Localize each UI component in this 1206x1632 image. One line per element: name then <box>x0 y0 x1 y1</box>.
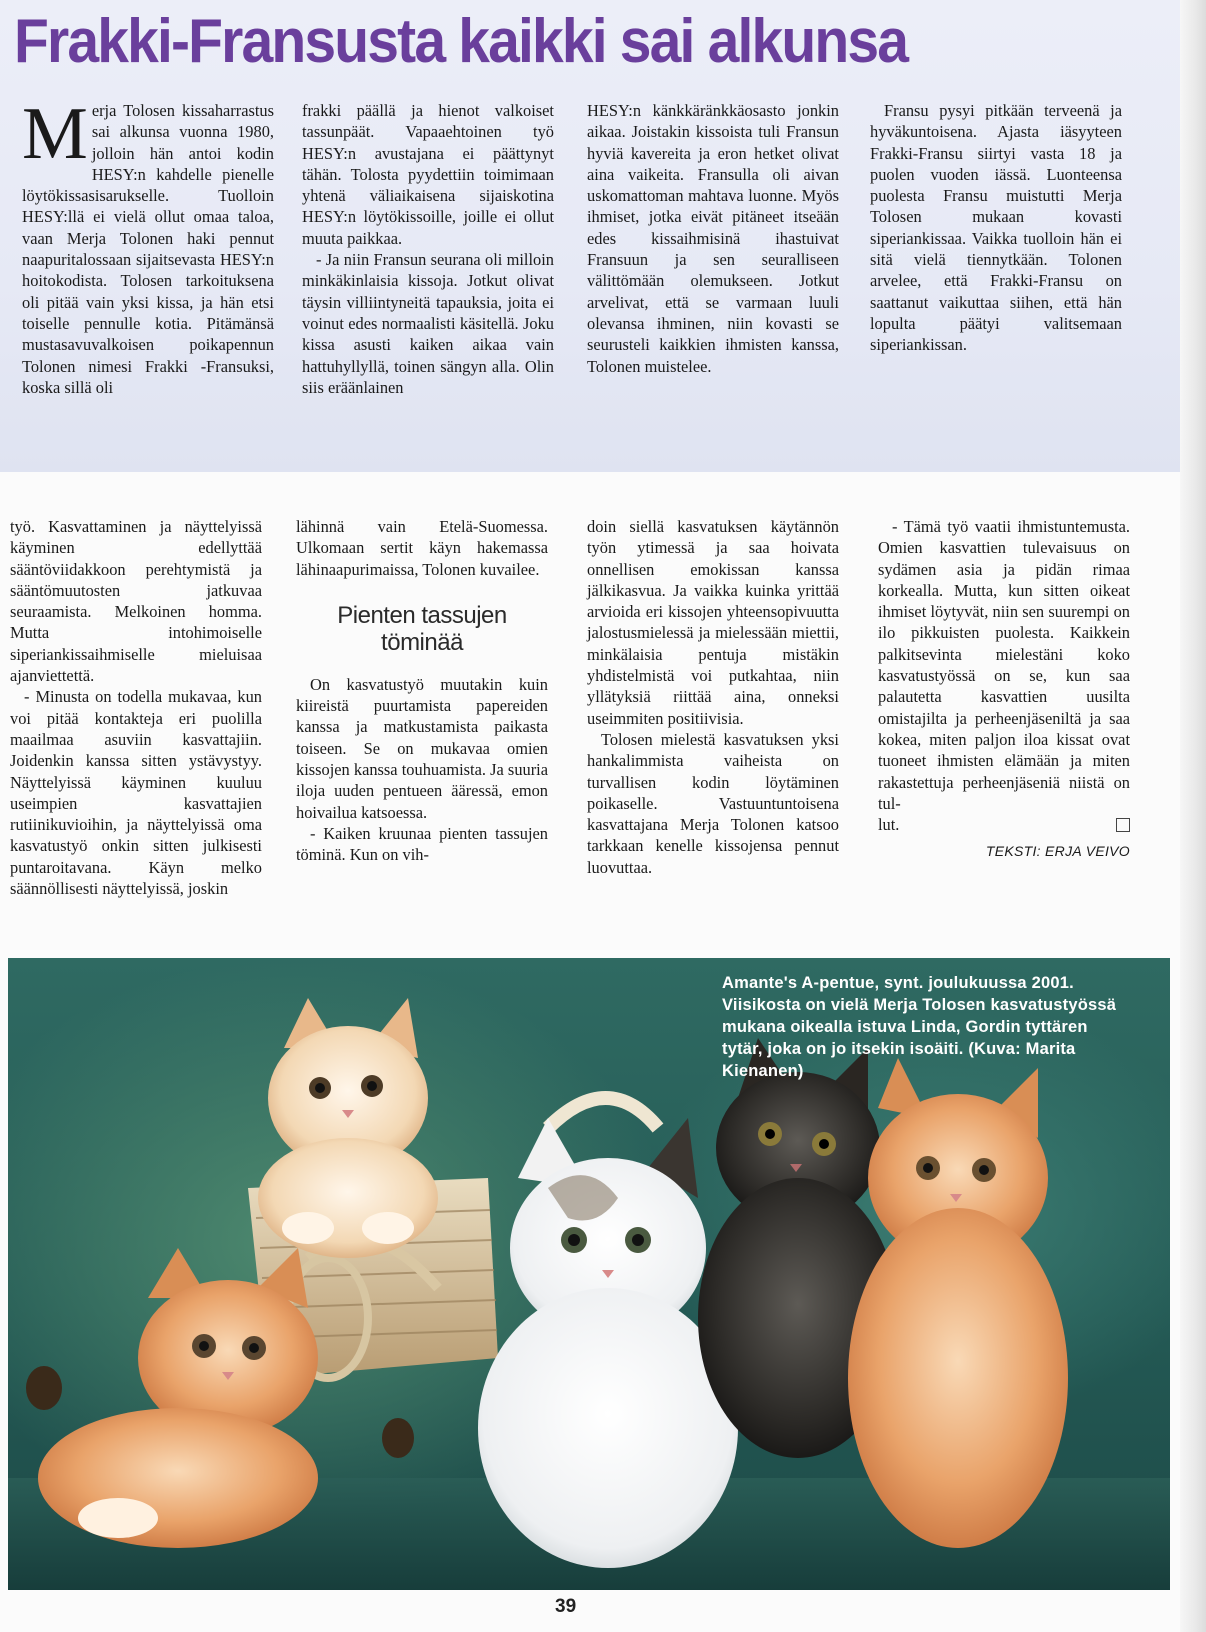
intro-column-4 <box>870 100 1122 356</box>
section-subheading: Pienten tassujen töminää <box>337 601 507 656</box>
body-column-3 <box>587 516 839 878</box>
paragraph: frakki päällä ja hienot valkoiset tassunpäät. Vapaaehtoinen työ HESY:n avustajana ei päättynyt tähän. Tolosta pyydettiin toimimaan yhtenä väliaikaisena sijaiskotina HESY:n löytökissoille, joille ei ollut muuta paikkaa. <box>302 101 554 248</box>
kitten-cream-in-basket <box>258 998 438 1258</box>
kittens-photo <box>8 958 1170 1590</box>
paragraph: Fransu pysyi pitkään terveenä ja hyväkuntoisena. Ajasta iäsyyteen Frakki-Fransu siirtyi vasta 18 ja puolen vuoden iässä. Luonteensa puolesta Fransu muistutti Merja Tolosen mukaan kovasti siperiankissaa. Vaikka tuolloin hän ei sitä vielä tiennytkään. Tolonen arvelee, että Frakki-Fransu on saattanut vaikuttaa siihen, että hän lopulta päätyi valitsemaan siperiankissan. <box>870 101 1122 355</box>
page-number: 39 <box>555 1596 577 1617</box>
body-column-2 <box>296 516 548 866</box>
article-headline: Frakki-Fransusta kaikki sai alkunsa <box>14 7 908 76</box>
paragraph: HESY:n känkkäränkkäosasto jonkin aikaa. Joistakin kissoista tuli Fransun hyviä kavereita ja eron hetket olivat aina vaikeita. Fransulla oli aivan uskomattoman mahtava luonne. Myös ihmiset, jotka eivät pitäneet itseään edes kissaihmisinä ihastuivat Fransuun ja sen seuralliseen välittömään olemukseen. Jotkut arvelivat, että se varmaan luuli olevansa ihminen, niin kovasti se seurusteli kaikkien ihmisten kanssa, Tolonen muistelee. <box>587 101 839 376</box>
intro-column-3 <box>587 100 839 377</box>
author-byline: TEKSTI: ERJA VEIVO <box>985 843 1130 860</box>
paragraph: On kasvatustyö muutakin kuin kiireistä puurtamista papereiden kanssa ja matkustamista paikasta toiseen. Se on mukavaa omien kissojen kanssa touhuamista. Ja suuria iloja uuden pentueen ääressä, emon hoivailua katsoessa. <box>296 674 548 822</box>
closing-line <box>878 814 1130 835</box>
paragraph: - Kaiken kruunaa pienten tassujen töminä. Kun on vih- <box>296 823 548 865</box>
drop-cap: M <box>22 93 88 175</box>
paragraph: työ. Kasvattaminen ja näyttelyissä käyminen edellyttää sääntöviidakkoon perehtymistä ja sääntömuutosten jatkuvaa seuraamista. Melkoinen homma. Mutta intohimoiselle siperiankissaihmiselle mieluisaa ajanviettettä. <box>10 517 262 686</box>
kitten-ginger-lying <box>38 1248 318 1548</box>
intro-lead-text: erja Tolosen kissaharrastus sai alkunsa vuonna 1980, jolloin hän antoi kodin HESY:n kahdelle pienelle löytökissasisarukselle. Tuolloin HESY:llä ei vielä ollut omaa taloa, vaan Merja Tolonen haki pennut naapuritalossaan sijaitsevasta HESY:n hoitokodista. Tolosen tarkoituksena oli pitää vain yksi kissa, ja hän etsi toiselle pennulle kotia. Pitämänsä mustasavuvalkoisen poikapennun Tolonen nimesi Frakki -Fransuksi, koska sillä oli <box>22 101 274 397</box>
paragraph: lähinnä vain Etelä-Suomessa. Ulkomaan sertit käyn hakemassa lähinaapurimaissa, Tolonen kuvailee. <box>296 517 548 579</box>
kitten-white-center <box>478 1118 738 1568</box>
paragraph: doin siellä kasvatuksen käytännön työn ytimessä ja saa hoivata onnellisen emokissan kanssa jälkikasvua. Ja vaikka kuinka yrittää arvioida eri kissojen yhteensopivuutta jalostusmielessä ja mielessään miettii, minkälaisia pentuja mistäkin yhdistelmistä voi putkahtaa, niin yllätyksiä riittää aina, onneksi useimmiten positiivisia. <box>587 517 839 728</box>
end-mark-icon <box>1116 818 1130 832</box>
last-word: lut. <box>878 815 900 835</box>
paragraph: - Ja niin Fransun seurana oli milloin minkäkinlaisia kissoja. Jotkut olivat täysin villiintyneitä tapauksia, joita ei voinut edes normaalisti käsitellä. Joku kissa asusti kaiken aikaa vain hattuhyllyllä, toinen sängyn alla. Olin siis eräänlainen <box>302 250 554 397</box>
photo-caption: Amante's A-pentue, synt. joulukuussa 2001. Viisikosta on vielä Merja Tolosen kasvatustyössä mukana oikealla istuva Linda, Gordin tyttären tytär, joka on jo itsekin isoäiti. (Kuva: Marita Kienanen) <box>722 974 1117 1080</box>
paragraph: - Minusta on todella mukavaa, kun voi pitää kontakteja eri puolilla maailmaa asuviin kasvattajiin. Joidenkin kanssa sitten ystävystyy. Näyttelyissä käyminen kuuluu useimpien kasvattajien rutiinikuvioihin, ja näyttelyissä oma kasvatustyö onkin sitten julkisesti puntaroitavana. Käyn melko säännöllisesti näyttelyissä, joskin <box>10 687 262 899</box>
body-column-4 <box>878 516 1130 863</box>
kitten-ginger-sitting <box>848 1058 1068 1548</box>
page-spine-edge <box>1180 0 1206 1632</box>
body-column-1 <box>10 516 262 899</box>
intro-column-1 <box>22 93 274 398</box>
intro-column-2 <box>302 100 554 398</box>
paragraph: - Tämä työ vaatii ihmistuntemusta. Omien kasvattien tulevaisuus on sydämen asia ja pidän rimaa korkealla. Mutta, kun sitten oikeat ihmiset löytyvät, niin sen suurempi on ilo pikkuisten puolesta. Kaikkein palkitsevinta mielestäni koko kasvatustyössä on se, kun saa palautetta kasvattien uusilta omistajilta ja perheenjäseniltä ja saa kokea, miten paljon iloa kissat ovat tuoneet ihmisten elämään ja miten rakastettuja perheenjäseniä niistä on tul- <box>878 517 1130 813</box>
paragraph: Tolosen mielestä kasvatuksen yksi hankalimmista vaiheista on turvallisen kodin löytäminen poikaselle. Vastuuntuntoisena kasvattajana Merja Tolonen katsoo tarkkaan kenelle kissojensa pennut luovuttaa. <box>587 729 839 877</box>
